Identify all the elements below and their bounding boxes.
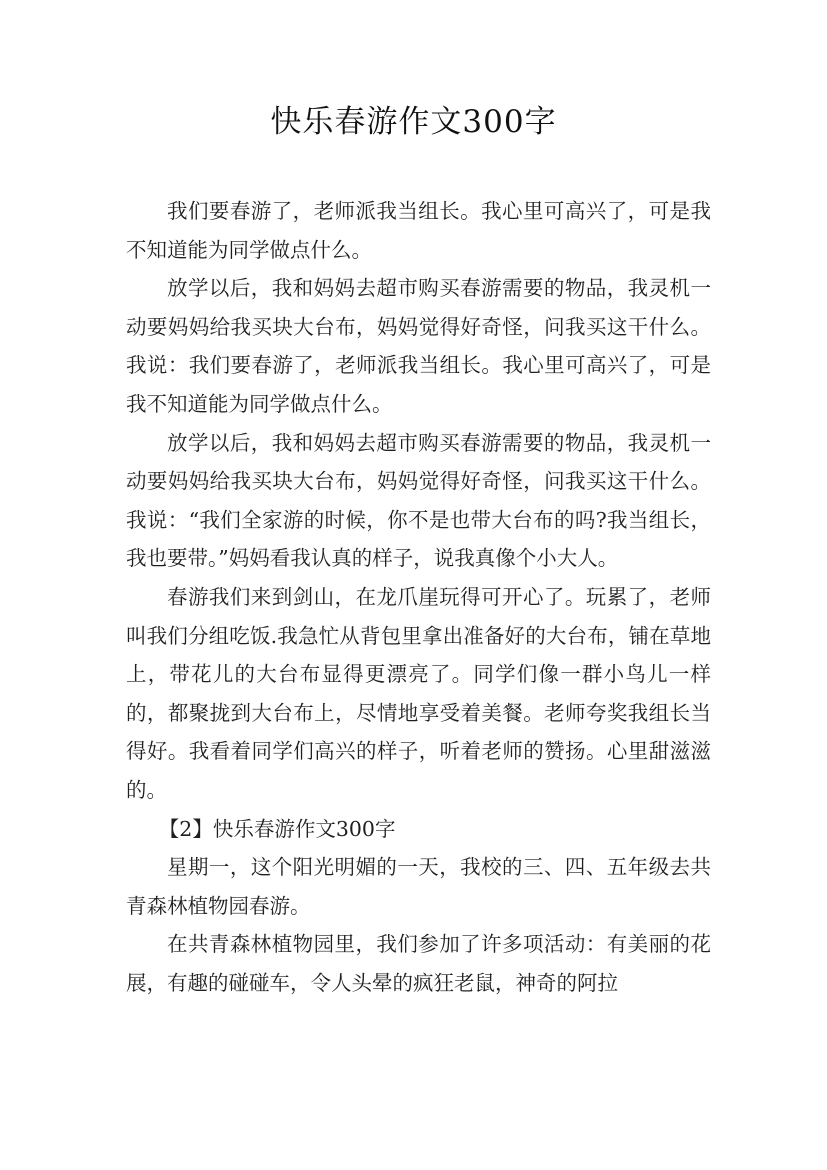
- paragraph: 我们要春游了，老师派我当组长。我心里可高兴了，可是我不知道能为同学做点什么。: [126, 199, 711, 262]
- paragraph: 放学以后，我和妈妈去超市购买春游需要的物品，我灵机一动要妈妈给我买块大台布，妈妈觉得好奇怪，问我买这干什么。我说：我们要春游了，老师派我当组长。我心里可高兴了，可是我不知道能为同学做点什么。: [126, 276, 711, 416]
- paragraph: 星期一，这个阳光明媚的一天，我校的三、四、五年级去共青森林植物园春游。: [126, 855, 711, 918]
- section-heading: 【2】快乐春游作文300字: [158, 816, 396, 841]
- document-body: [126, 192, 711, 1002]
- document-title: 快乐春游作文300字: [270, 104, 557, 140]
- paragraph: 在共青森林植物园里，我们参加了许多项活动：有美丽的花展，有趣的碰碰车，令人头晕的疯狂老鼠，神奇的阿拉: [126, 932, 711, 995]
- paragraph: 春游我们来到剑山，在龙爪崖玩得可开心了。玩累了，老师叫我们分组吃饭.我急忙从背包里拿出准备好的大台布，铺在草地上，带花儿的大台布显得更漂亮了。同学们像一群小鸟儿一样的，都聚拢到大台布上，尽情地享受着美餐。老师夸奖我组长当得好。我看着同学们高兴的样子，听着老师的赞扬。心里甜滋滋的。: [126, 584, 711, 802]
- paragraph: 放学以后，我和妈妈去超市购买春游需要的物品，我灵机一动要妈妈给我买块大台布，妈妈觉得好奇怪，问我买这干什么。我说：“我们全家游的时候，你不是也带大台布的吗?我当组长，我也要带。”妈妈看我认真的样子，说我真像个小大人。: [126, 430, 711, 571]
